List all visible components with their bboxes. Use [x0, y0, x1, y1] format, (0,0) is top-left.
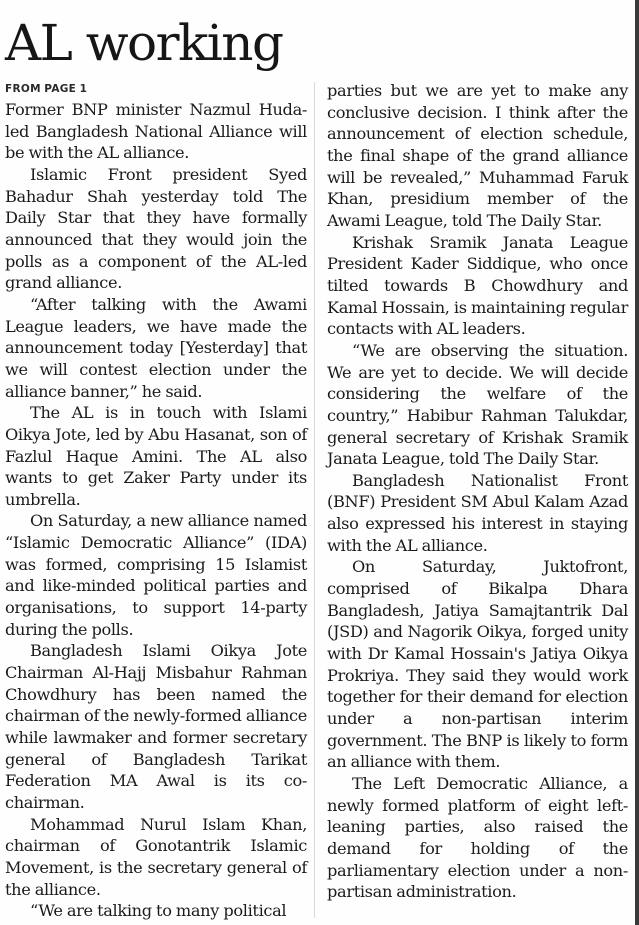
paragraph: parties but we are yet to make any conclusive decision. I think after the announcement of election schedule, the final shape of the grand alliance will be revealed,” Muhammad Faruk Khan, presidium member of the Awami League, told The Daily Star. — [327, 81, 628, 230]
column-divider — [314, 82, 315, 918]
paragraph: “After talking with the Awami League leaders, we have made the announcement today [Yesterday] that we will contest election under the alliance banner,” he said. — [5, 294, 307, 401]
paragraph: Mohammad Nurul Islam Khan, chairman of Gonotantrik Islamic Movement, is the secretary general of the alliance. — [5, 814, 307, 899]
paragraph: Former BNP minister Nazmul Huda-led Bangladesh National Alliance will be with the AL alliance. — [5, 100, 307, 163]
paragraph: The AL is in touch with Islami Oikya Jote, led by Abu Hasanat, son of Fazlul Haque Amini. The AL also wants to get Zaker Party under its umbrella. — [5, 403, 307, 509]
right-column — [327, 80, 628, 903]
paragraph: Bangladesh Islami Oikya Jote Chairman Al-Hajj Misbahur Rahman Chowdhury has been named the chairman of the newly-formed alliance while lawmaker and former secretary general of Bangladesh Tarikat Federation MA Awal is its co-chairman. — [5, 641, 307, 812]
kicker: FROM PAGE 1 — [5, 83, 88, 95]
paragraph: “We are talking to many political — [30, 901, 287, 921]
paragraph: The Left Democratic Alliance, a newly formed platform of eight left-leaning parties, also raised the demand for holding of the parliamentary election under a non-partisan administration. — [327, 774, 628, 902]
paragraph: Bangladesh Nationalist Front (BNF) President SM Abul Kalam Azad also expressed his interest in staying with the AL alliance. — [327, 470, 628, 555]
paragraph: Islamic Front president Syed Bahadur Shah yesterday told The Daily Star that they have formally announced that they would join the polls as a component of the AL-led grand alliance. — [5, 164, 307, 293]
paragraph: Krishak Sramik Janata League President Kader Siddique, who once tilted towards B Chowdhury and Kamal Hossain, is maintaining regular contacts with AL leaders. — [327, 232, 628, 339]
paragraph: “We are observing the situation. We are yet to decide. We will decide considering the welfare of the country,” Habibur Rahman Talukdar, general secretary of Krishak Sramik Janata League, told The Daily Star. — [327, 340, 628, 469]
paragraph: On Saturday, Juktofront, comprised of Bikalpa Dhara Bangladesh, Jatiya Samajtantrik Dal (JSD) and Nagorik Oikya, forged unity with Dr Kamal Hossain's Jatiya Oikya Prokriya. They said they would work together for their demand for election under a non-partisan interim government. The BNP is likely to form an alliance with them. — [327, 557, 628, 772]
headline: AL working — [5, 14, 283, 72]
scan-edge — [635, 0, 639, 925]
paragraph: On Saturday, a new alliance named “Islamic Democratic Alliance” (IDA) was formed, comprising 15 Islamist and like-minded political parties and organisations, to support 14-party during the polls. — [5, 511, 307, 639]
left-column — [5, 79, 307, 922]
